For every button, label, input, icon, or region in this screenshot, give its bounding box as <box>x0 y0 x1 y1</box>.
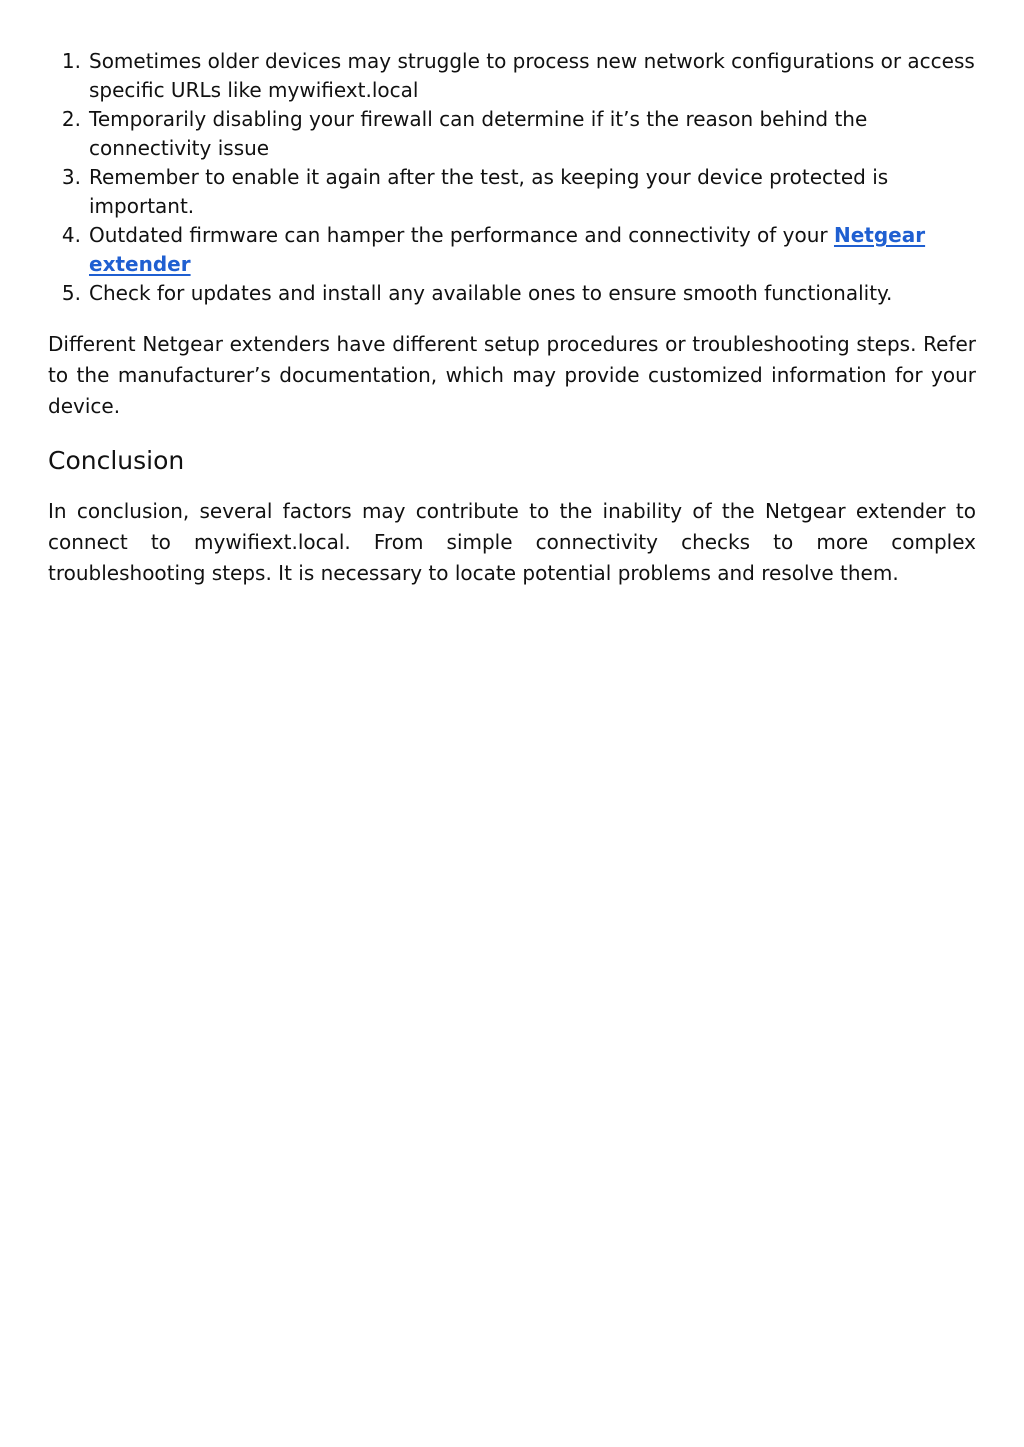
list-item-text: Outdated firmware can hamper the performance and connectivity of your <box>89 223 834 247</box>
list-item-2 <box>89 105 976 163</box>
troubleshooting-steps-list <box>48 47 976 308</box>
list-item-1 <box>89 47 976 105</box>
conclusion-heading: Conclusion <box>48 446 185 475</box>
netgear-extender-link[interactable]: Netgear extender <box>89 223 926 276</box>
conclusion-paragraph: In conclusion, several factors may contribute to the inability of the Netgear extender to connect to mywifiext.local. From simple connectivity checks to more complex troubleshooting steps. It is necessary to locate potential problems and resolve them. <box>48 499 976 585</box>
list-item-5 <box>89 279 976 308</box>
list-item-text: Temporarily disabling your firewall can determine if it’s the reason behind the connectivity issue <box>89 107 868 160</box>
list-item-text: Sometimes older devices may struggle to process new network configurations or access specific URLs like mywifiext.local <box>89 49 975 102</box>
list-item-4 <box>89 221 976 279</box>
list-item-text: Check for updates and install any available ones to ensure smooth functionality. <box>89 281 893 305</box>
list-item-text: Remember to enable it again after the test, as keeping your device protected is important. <box>89 165 889 218</box>
paragraph-different-extenders: Different Netgear extenders have different setup procedures or troubleshooting steps. Refer to the manufacturer’s documentation, which may provide customized information for your device. <box>48 332 976 418</box>
list-item-3 <box>89 163 976 221</box>
